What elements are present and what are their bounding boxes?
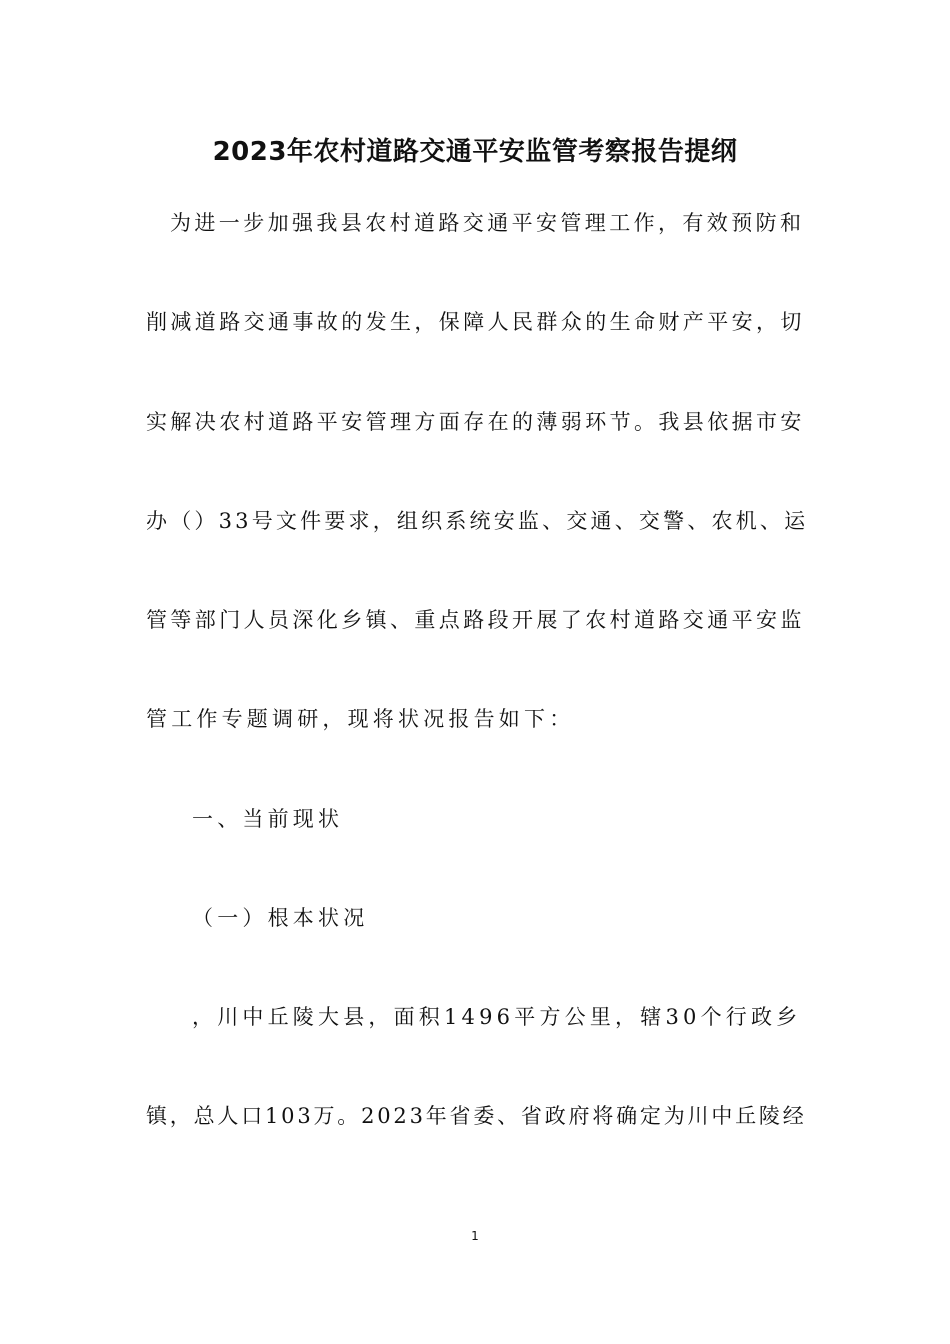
- paragraph-line-2: 削减道路交通事故的发生，保障人民群众的生命财产平安，切: [146, 310, 805, 334]
- paragraph-line-4: 办（）33号文件要求，组织系统安监、交通、交警、农机、运: [146, 509, 809, 533]
- paragraph-line-8: 镇，总人口103万。2023年省委、省政府将确定为川中丘陵经: [146, 1104, 807, 1128]
- paragraph-line-1: 为进一步加强我县农村道路交通平安管理工作，有效预防和: [170, 211, 805, 235]
- page-number: 1: [471, 1229, 479, 1243]
- paragraph-line-5: 管等部门人员深化乡镇、重点路段开展了农村道路交通平安监: [146, 608, 805, 632]
- paragraph-line-3: 实解决农村道路平安管理方面存在的薄弱环节。我县依据市安: [146, 410, 805, 434]
- section-heading: 一、当前现状: [192, 807, 344, 831]
- paragraph-line-7: ，川中丘陵大县，面积1496平方公里，辖30个行政乡: [192, 1005, 802, 1029]
- subsection-heading: （一）根本状况: [192, 906, 369, 930]
- paragraph-line-6: 管工作专题调研，现将状况报告如下：: [146, 707, 575, 731]
- document-title: 2023年农村道路交通平安监管考察报告提纲: [212, 137, 738, 167]
